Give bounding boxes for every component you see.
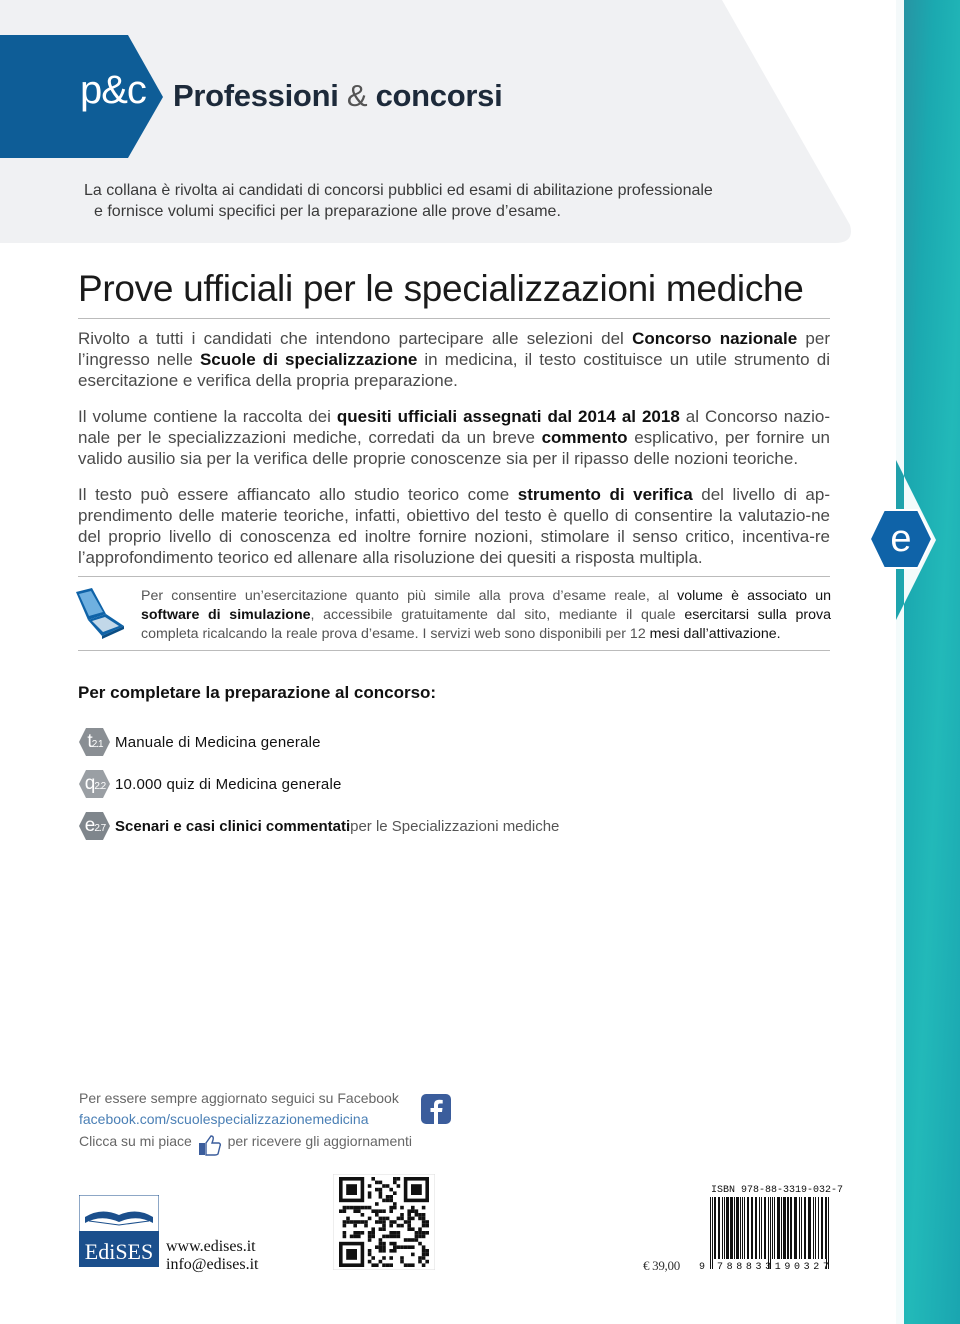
software-bold-1: software di simulazione	[141, 607, 311, 623]
barcode-first-digit: 9	[699, 1262, 706, 1273]
edises-logo-text: EdiSES	[84, 1239, 154, 1264]
book-code-badge: q2.2	[78, 769, 111, 799]
series-title-part1: Professioni	[173, 78, 339, 113]
related-book-subtitle: per le Specializzazioni mediche	[350, 817, 560, 835]
series-intro-line2: e fornisce volumi specifici per la preparazione alle prove d’esame.	[94, 203, 561, 220]
software-bottom-divider	[78, 650, 830, 651]
book-title: Prove ufficiali per le specializzazioni mediche	[78, 268, 804, 309]
software-text-1: Per consentire un’esercitazione quanto più simile alla prova d’esame reale, al	[141, 588, 678, 604]
publisher-email[interactable]: info@edises.it	[166, 1256, 259, 1273]
publisher-website[interactable]: www.edises.it	[166, 1238, 256, 1255]
software-dark-3: mesi dall’attivazione.	[649, 626, 781, 642]
publisher-contacts	[166, 1238, 259, 1274]
series-title	[173, 78, 502, 114]
software-text-3: completa ricalcando la reale prova d’esame. I servizi web sono disponibili per 12	[141, 626, 650, 642]
p2-bold-1: quesiti ufficiali assegnati dal 2014 al 2018	[336, 407, 680, 426]
series-logo-text: p&c	[80, 68, 146, 112]
p1-text-1: Rivolto a tutti i candidati che intendono partecipare alle selezioni del	[78, 329, 633, 348]
edises-logo	[79, 1195, 159, 1267]
software-top-divider	[78, 576, 830, 577]
series-intro	[84, 180, 784, 222]
isbn-text: ISBN 978-88-3319-032-7	[711, 1185, 844, 1196]
facebook-line-1: Per essere sempre aggiornato seguici su Facebook	[79, 1090, 399, 1106]
related-book-title: Scenari e casi clinici commentati	[115, 817, 351, 835]
book-code-badge: t2.1	[78, 727, 111, 757]
price: € 39,00	[643, 1258, 680, 1273]
facebook-updates-text: per ricevere gli aggiornamenti	[227, 1133, 413, 1149]
p3-text-1: Il testo può essere affiancato allo studio teorico come	[78, 485, 518, 504]
p3-bold-1: strumento di verifica	[517, 485, 693, 504]
software-text-2: , accessibile gratuitamente dal sito, mediante il quale	[310, 607, 685, 623]
series-title-amp: &	[346, 78, 368, 113]
p3-text-2: del livello di ap-prendimento delle materie teoriche, infatti, obiettivo del testo è quello di consentire la valutazio-ne del proprio livello di conoscenza ed inoltre fornire nozioni, stimolare il senso critico, incentiva-re l’approfondimento teorico ed allenare alla risoluzione dei quesiti a risposta multipla.	[78, 485, 830, 567]
book-code-badge: e2.7	[78, 811, 111, 841]
thumbs-up-icon	[198, 1134, 222, 1156]
p2-text-1: Il volume contiene la raccolta dei	[78, 407, 337, 426]
paragraph-1	[78, 328, 830, 391]
p2-text-2: al Concorso nazio-nale per le specializzazioni mediche, corredati da un breve	[78, 407, 831, 447]
laptop-icon	[66, 588, 126, 640]
series-e-badge	[868, 506, 934, 572]
facebook-like-text: Clicca su mi piace	[79, 1133, 192, 1149]
paragraph-3	[78, 484, 830, 568]
p1-text-2: per l’ingresso nelle	[78, 329, 830, 369]
title-divider	[78, 318, 830, 319]
side-badge-letter: e	[890, 518, 912, 560]
paragraph-2	[78, 406, 830, 469]
related-book-1	[78, 726, 321, 758]
related-book-title: Manuale di Medicina generale	[115, 733, 321, 751]
teal-side-band	[896, 0, 960, 1324]
software-dark-1: volume è associato un	[677, 588, 831, 604]
p2-bold-2: commento	[541, 428, 628, 447]
related-heading: Per completare la preparazione al concorso:	[78, 683, 437, 702]
p2-text-3: esplicativo, per fornire un valido ausilio sia per la verifica delle proprie conoscenze sia per il ripasso delle nozioni teoriche.	[78, 428, 830, 468]
related-book-2	[78, 768, 342, 800]
related-book-title: 10.000 quiz di Medicina generale	[115, 775, 342, 793]
facebook-icon[interactable]	[421, 1094, 451, 1124]
software-dark-2: esercitarsi sulla prova	[684, 607, 831, 623]
p1-bold-2: Scuole di specializzazione	[199, 350, 418, 369]
software-info	[141, 587, 831, 644]
qr-code[interactable]	[333, 1174, 435, 1270]
facebook-line-3	[79, 1133, 412, 1156]
p1-text-3: in medicina, il testo costituisce un utile strumento di esercitazione e verifica della propria preparazione.	[78, 350, 830, 390]
facebook-link[interactable]: facebook.com/scuolespecializzazionemedicina	[79, 1111, 369, 1127]
p1-bold-1: Concorso nazionale	[632, 329, 798, 348]
series-intro-line1: La collana è rivolta ai candidati di concorsi pubblici ed esami di abilitazione professionale	[84, 182, 713, 199]
barcode	[708, 1197, 832, 1271]
related-book-3	[78, 810, 559, 842]
series-title-part2: concorsi	[375, 78, 503, 113]
barcode-digits: 7 8 8 8 3 3 1 9 0 3 2 7	[717, 1262, 829, 1273]
